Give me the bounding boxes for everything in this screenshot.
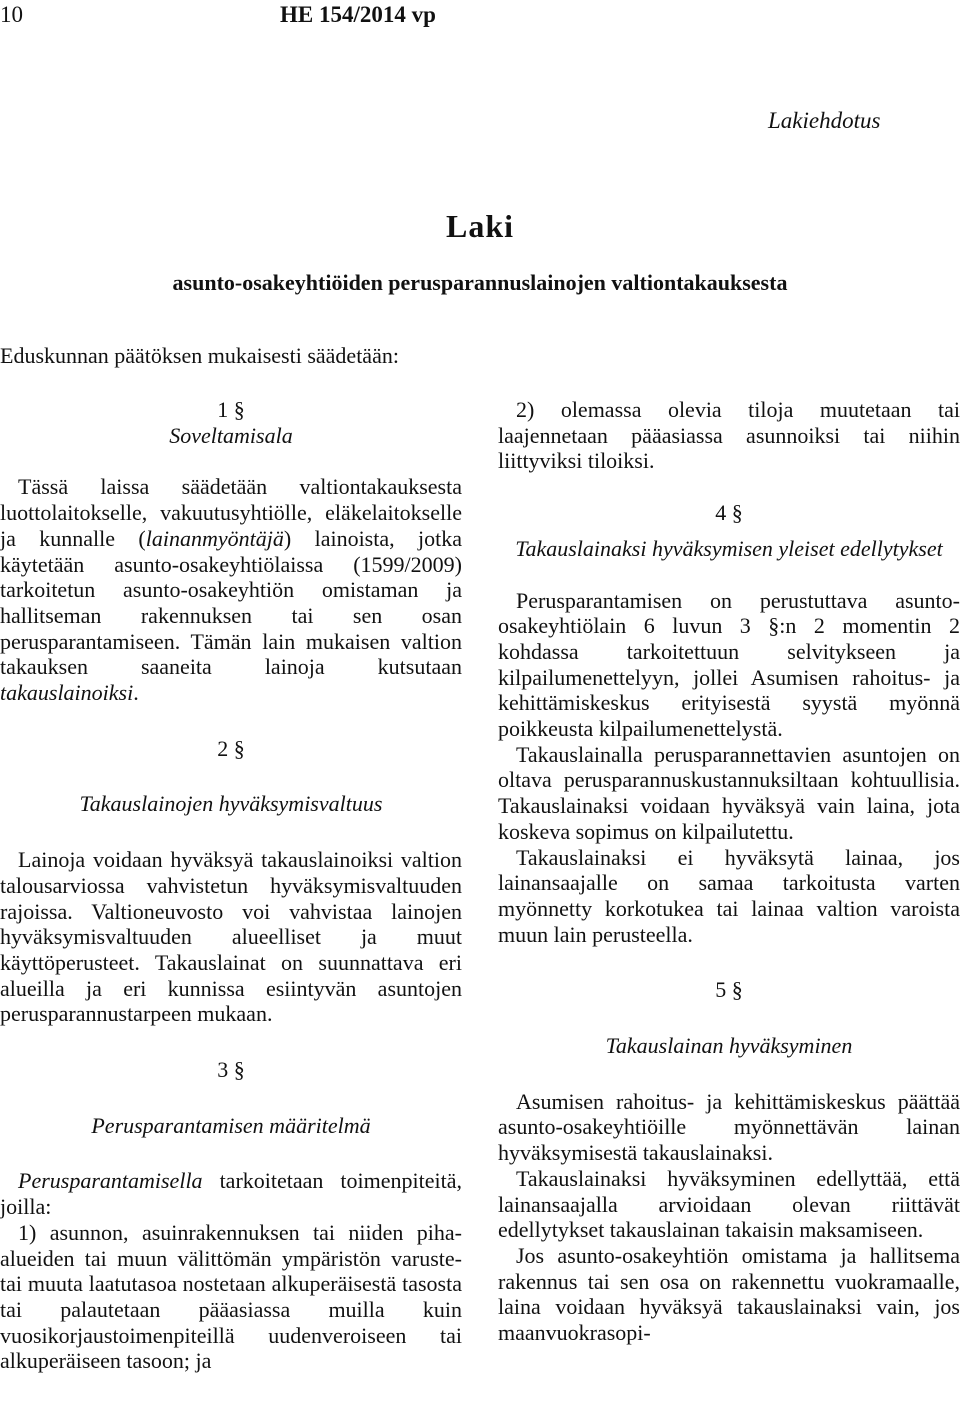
section-2-number: 2 § xyxy=(217,735,245,761)
section-5-paragraph-2: Takauslainaksi hyväksyminen edellyttää, että lainansaajalla arvioidaan olevan riittävät edellytykset takauslainan takaisin maksamiseen. xyxy=(498,1165,960,1243)
section-4-paragraph-3: Takauslainaksi ei hyväksytä lainaa, jos lainansaajalle on samaa tarkoitusta varten myönnetty korkotukea tai lainaa valtion varoista muun lain perusteella. xyxy=(498,844,960,947)
section-4-paragraph-1: Perusparantamisen on perustuttava asunto-osakeyhtiölain 6 luvun 3 §:n 2 momentin 2 kohdassa tarkoitettuun selvitykseen ja kilpailumenettelyyn, jollei Asumisen rahoitus- ja kehittämiskeskus erityisestä syystä myönnä poikkeusta kilpailumenettelystä. xyxy=(498,587,960,742)
section-5-number: 5 § xyxy=(715,977,743,1003)
section-3-title: Perusparantamisen määritelmä xyxy=(91,1112,371,1138)
section-4-paragraph-2: Takauslainalla perusparannettavien asuntojen on oltava perusparannuskustannuksiltaan kohtuullisia. Takauslainaksi voidaan hyväksyä vain laina, jota koskeva sopimus on kilpailutettu. xyxy=(498,741,960,844)
section-2-paragraph: Lainoja voidaan hyväksyä takauslainoiksi valtion talousarviossa vahvistetun hyväksymisvaltuuden rajoissa. Valtioneuvosto voi vahvistaa lainojen hyväksymisvaltuuden alueelliset ja muut käyttöperusteet. Takauslainat on suunnattava eri alueilla ja eri kunnissa esiintyvän asuntojen perusparannustarpeen mukaan. xyxy=(0,847,462,1027)
proposal-label: Lakiehdotus xyxy=(768,108,881,133)
left-column xyxy=(0,397,462,1374)
document-id: HE 154/2014 vp xyxy=(280,2,436,27)
section-1-title: Soveltamisala xyxy=(169,422,293,448)
law-subtitle: asunto-osakeyhtiöiden perusparannuslainojen valtiontakauksesta xyxy=(172,270,788,295)
section-2-title: Takauslainojen hyväksymisvaltuus xyxy=(79,791,383,817)
enactment-clause: Eduskunnan päätöksen mukaisesti säädetään: xyxy=(0,343,399,368)
page-number: 10 xyxy=(0,2,23,27)
law-title: Laki xyxy=(445,208,515,244)
section-5-title: Takauslainan hyväksyminen xyxy=(605,1033,853,1059)
section-5-paragraph-1: Asumisen rahoitus- ja kehittämiskeskus päättää asunto-osakeyhtiöille myönnettävän lainan hyväksymisestä takauslainaksi. xyxy=(498,1088,960,1166)
section-3-number: 3 § xyxy=(217,1057,245,1083)
section-4-title: Takauslainaksi hyväksymisen yleiset edellytykset xyxy=(515,535,943,561)
section-3-item-1: 1) asunnon, asuinrakennuksen tai niiden piha-alueiden tai muun välittömän ympäristön varuste- tai muuta laatutasoa nostetaan alkuperäisestä tasosta tai palautetaan pääasiassa muilla kuin vuosikorjaustoimenpiteillä uudenveroiseen tai alkuperäiseen tasoon; ja xyxy=(0,1219,462,1374)
section-5-paragraph-3: Jos asunto-osakeyhtiön omistama ja hallitsema rakennus tai sen osa on rakennettu vuokramaalle, laina voidaan hyväksyä takauslainaksi vain, jos maanvuokrasopi- xyxy=(498,1242,960,1346)
section-3-item-2: 2) olemassa olevia tiloja muutetaan tai laajennetaan pääasiassa asunnoiksi tai niihin liittyviksi tiloiksi. xyxy=(498,397,960,474)
section-1-paragraph: Tässä laissa säädetään valtiontakauksesta luottolaitokselle, vakuutusyhtiölle, eläkelaitokselle ja kunnalle (lainanmyöntäjä) lainoista, jotka käytetään asunto-osakeyhtiölaissa (1599/2009) tarkoitetun asunto-osakeyhtiön omistaman ja hallitseman rakennuksen tai sen osan perusparantamiseen. Tämän lain mukaisen valtion takauksen saaneita lainoja kutsutaan takauslainoiksi. xyxy=(0,474,462,706)
section-4-number: 4 § xyxy=(715,500,743,526)
right-column xyxy=(498,397,960,1346)
section-1-number: 1 § xyxy=(217,397,245,422)
section-3-paragraph: Perusparantamisella tarkoitetaan toimenpiteitä, joilla: xyxy=(0,1168,462,1220)
